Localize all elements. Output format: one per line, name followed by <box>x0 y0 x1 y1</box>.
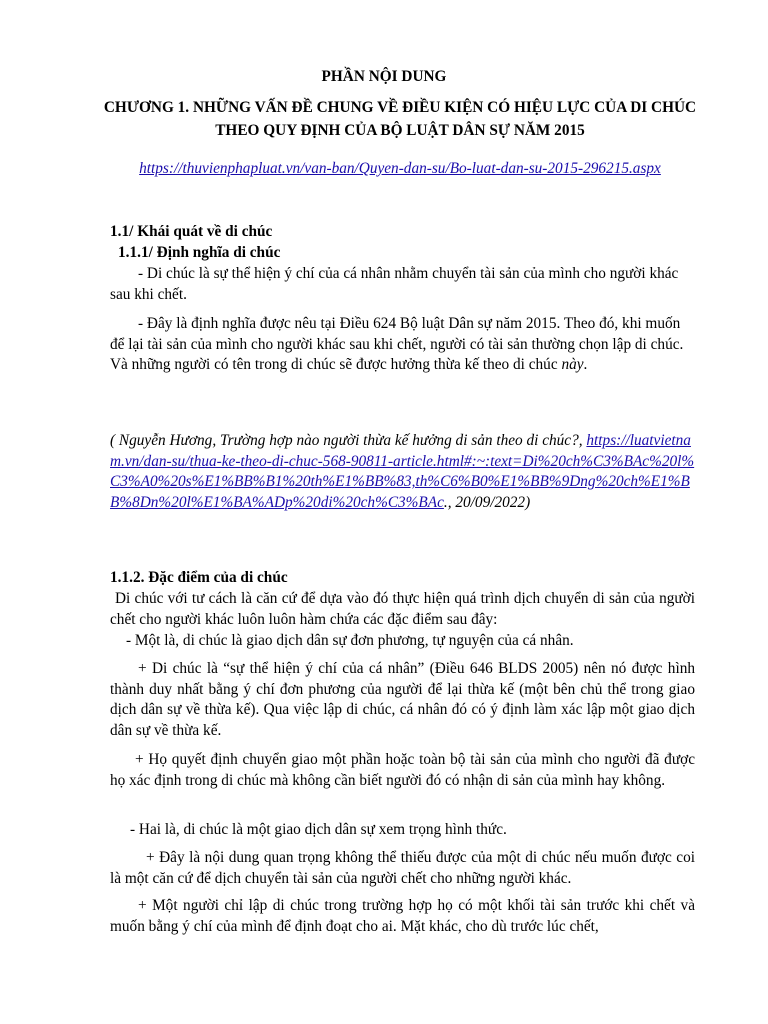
feature-2: - Hai là, di chúc là một giao dịch dân sự xem trọng hình thức. <box>130 821 507 838</box>
citation-suffix: ., 20/09/2022) <box>443 493 531 511</box>
section-heading-1-1-2: 1.1.2. Đặc điểm của di chúc <box>110 569 288 586</box>
definition-paragraph-1: - Di chúc là sự thể hiện ý chí của cá nhân nhằm chuyển tài sản của mình cho người khác sau khi chết. <box>110 265 679 303</box>
definition-paragraph-2-end: . <box>583 356 588 373</box>
section-heading-1-1: 1.1/ Khái quát về di chúc <box>110 223 273 240</box>
citation-link[interactable]: https://luatvietnam.vn/dan-su/thua-ke-theo-di-chuc-568-90811-article.html#:~:text=Di%20ch%C3%BAc%20l%C3%A0%20s%E1%BB%B1%20th%E1%BB%83,th%C6%B0%E1%BB%9Dng%20ch%E1%BB%8Dn%20l%E1%BA%ADp%20di%20ch%C3%BAc <box>110 432 695 511</box>
feature-1-point-a: + Di chúc là “sự thể hiện ý chí của cá nhân” (Điều 646 BLDS 2005) nên nó được hình thành duy nhất bằng ý chí đơn phương của người để lại thừa kế (một bên chủ thể trong giao dịch dân sự về thừa kế). Qua việc lập di chúc, cá nhân đó có ý định làm xác lập một giao dịch dân sự về thừa kế. <box>110 660 695 739</box>
definition-paragraph-2-italic: này <box>561 356 584 373</box>
citation <box>110 431 700 513</box>
citation-prefix: ( Nguyễn Hương, Trường hợp nào người thừa kế hưởng di sản theo di chúc?, <box>110 432 587 449</box>
part-title: PHẦN NỘI DUNG <box>321 68 447 85</box>
feature-2-point-b: + Một người chỉ lập di chúc trong trường hợp họ có một khối tài sản trước khi chết và muốn bằng ý chí của mình để định đoạt cho ai. Mặt khác, cho dù trước lúc chết, <box>110 897 695 935</box>
section-heading-1-1-1: 1.1.1/ Định nghĩa di chúc <box>118 244 281 261</box>
features-intro: Di chúc với tư cách là căn cứ để dựa vào đó thực hiện quá trình dịch chuyển di sản của người chết cho người khác luôn luôn hàm chứa các đặc điểm sau đây: <box>110 590 695 628</box>
feature-2-point-a: + Đây là nội dung quan trọng không thể thiếu được của một di chúc nếu muốn được coi là một căn cứ để dịch chuyển tài sản của người chết cho những người khác. <box>110 849 695 887</box>
feature-1-point-b: + Họ quyết định chuyển giao một phần hoặc toàn bộ tài sản của mình cho người đã được họ xác định trong di chúc mà không cần biết người đó có nhận di sản của mình hay không. <box>110 751 695 789</box>
definition-paragraph-2-text: - Đây là định nghĩa được nêu tại Điều 624 Bộ luật Dân sự năm 2015. Theo đó, khi muốn để lại tài sản của mình cho người khác sau khi chết, người có tài sản thường chọn lập di chúc. Và những người có tên trong di chúc sẽ được hưởng thừa kế theo di chúc <box>110 315 684 373</box>
law-link[interactable]: https://thuvienphapluat.vn/van-ban/Quyen-dan-su/Bo-luat-dan-su-2015-296215.aspx <box>139 160 661 177</box>
chapter-title: CHƯƠNG 1. NHỮNG VẤN ĐỀ CHUNG VỀ ĐIỀU KIỆN CÓ HIỆU LỰC CỦA DI CHÚC THEO QUY ĐỊNH CỦA BỘ LUẬT DÂN SỰ NĂM 2015 <box>103 99 697 139</box>
feature-1: - Một là, di chúc là giao dịch dân sự đơn phương, tự nguyện của cá nhân. <box>126 632 574 649</box>
definition-paragraph-2 <box>110 314 695 376</box>
